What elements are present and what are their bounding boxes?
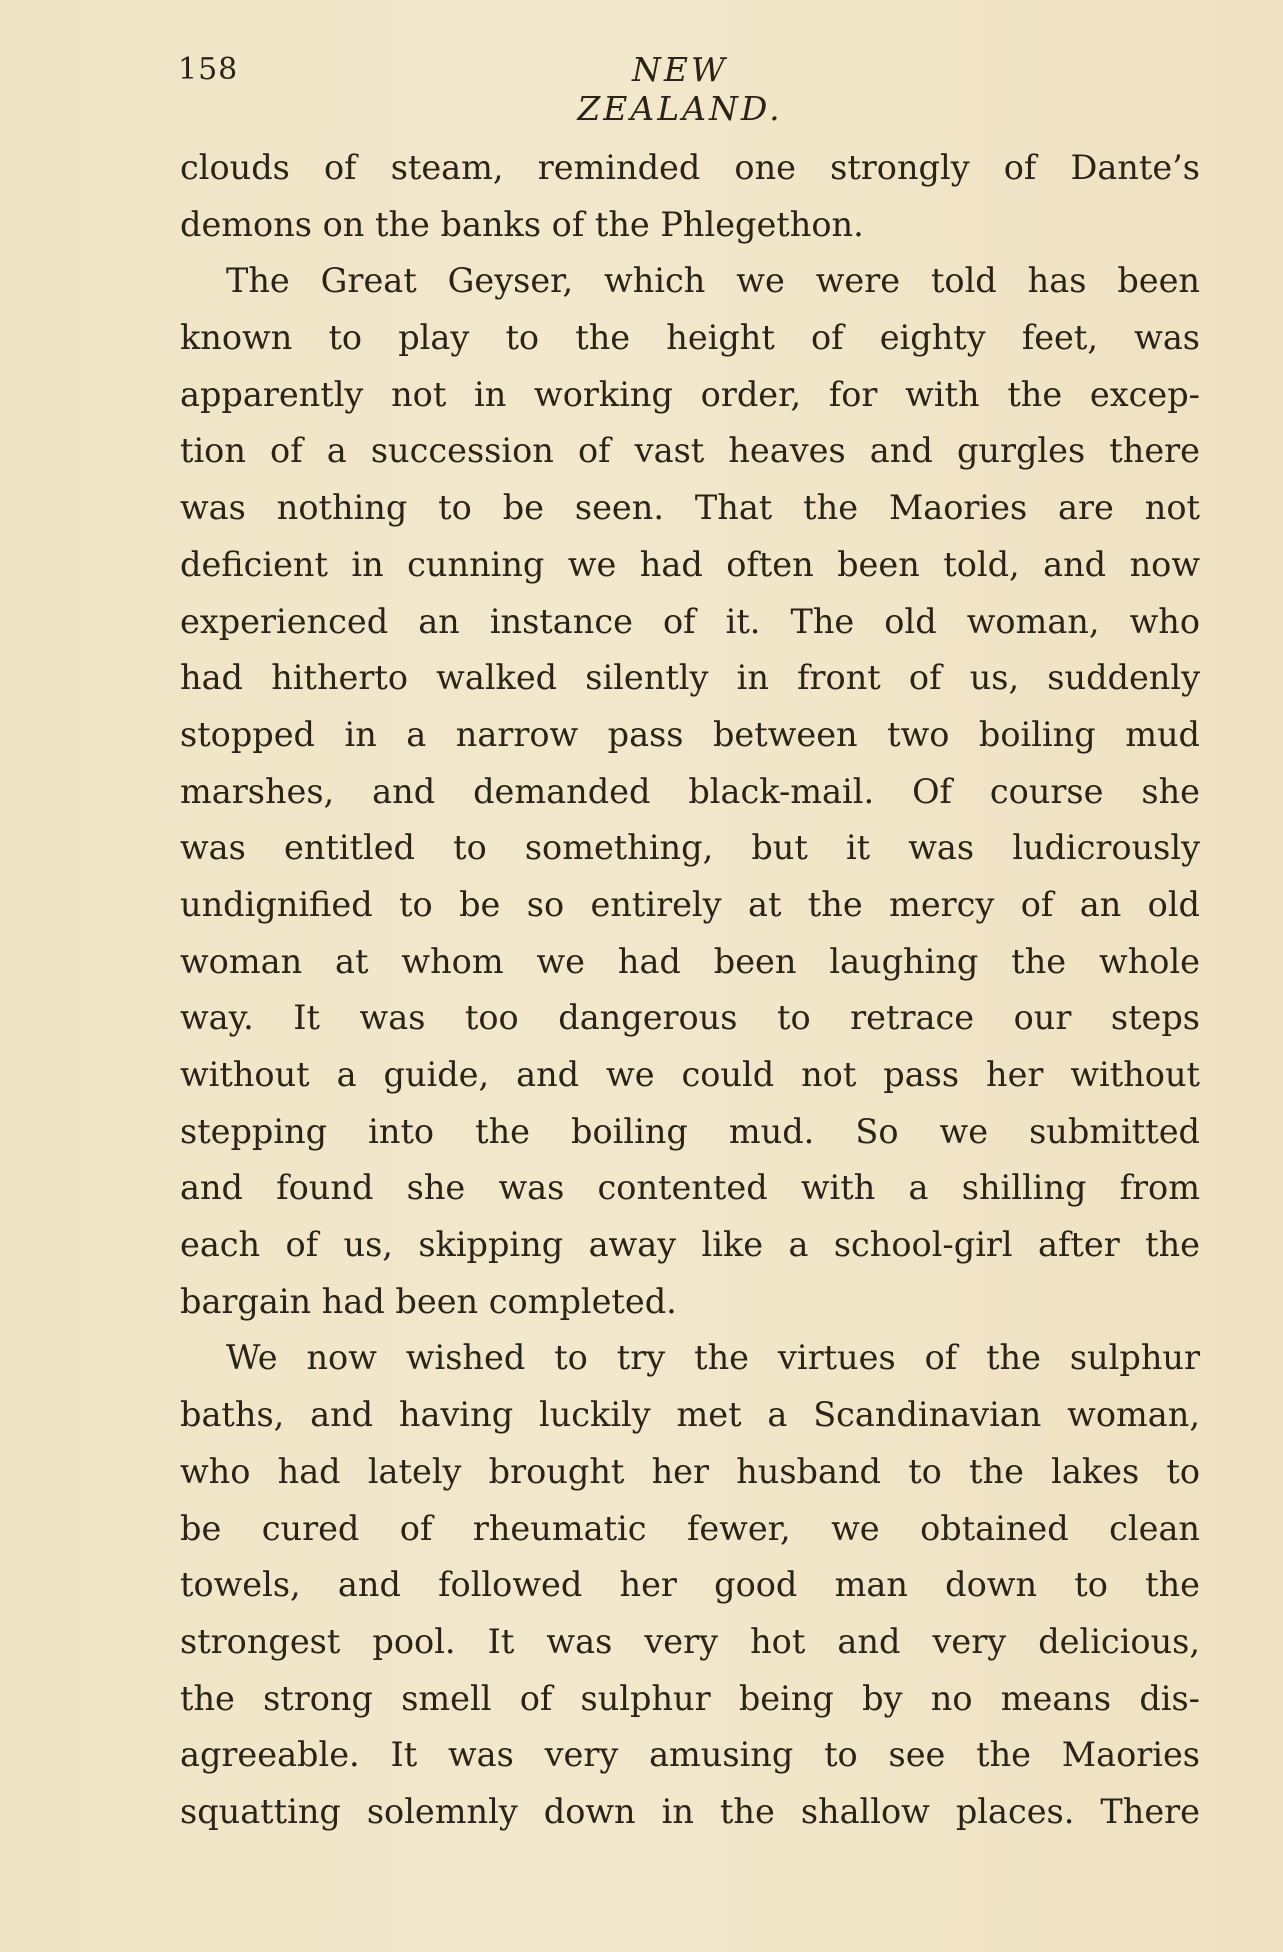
running-head: NEW ZEALAND. [577,50,783,128]
text-line: squatting solemnly down in the shallow places. There [180,1791,1200,1831]
text-line: each of us, skipping away like a school-girl after the [180,1225,1200,1265]
paragraph-first-line: The Great Geyser, which we were told has been [226,261,1200,301]
text-line: baths, and having luckily met a Scandinavian woman, [180,1395,1200,1435]
text-line: had hitherto walked silently in front of us, suddenly [180,658,1200,698]
text-line: stopped in a narrow pass between two boiling mud [180,714,1200,754]
page-header [170,46,1200,128]
text-line: experienced an instance of it. The old woman, who [180,601,1200,641]
text-line: demons on the banks of the Phlegethon. [180,204,864,244]
text-line: was entitled to something, but it was ludicrously [180,828,1200,868]
text-line: stepping into the boiling mud. So we submitted [180,1111,1200,1151]
text-line: known to play to the height of eighty feet, was [180,318,1200,358]
body-text [180,140,1200,1841]
text-line: was nothing to be seen. That the Maories are not [180,488,1200,528]
text-line: the strong smell of sulphur being by no means dis- [180,1678,1200,1718]
text-line: way. It was too dangerous to retrace our steps [180,998,1200,1038]
text-line: undignified to be so entirely at the mercy of an old [180,884,1200,924]
text-line: woman at whom we had been laughing the whole [180,941,1200,981]
text-line: and found she was contented with a shilling from [180,1168,1200,1208]
text-line: agreeable. It was very amusing to see the Maories [180,1735,1200,1775]
text-line: strongest pool. It was very hot and very delicious, [180,1621,1200,1661]
text-line: be cured of rheumatic fewer, we obtained clean [180,1508,1200,1548]
text-line: who had lately brought her husband to the lakes to [180,1451,1200,1491]
paragraph-first-line: We now wished to try the virtues of the sulphur [226,1338,1200,1378]
text-line: tion of a succession of vast heaves and gurgles there [180,431,1200,471]
text-line: bargain had been completed. [180,1281,677,1321]
text-line: without a guide, and we could not pass her without [180,1055,1200,1094]
page-number: 158 [178,52,239,87]
text-line: marshes, and demanded black-mail. Of course she [180,771,1200,811]
text-line: apparently not in working order, for with the excep- [180,374,1200,414]
text-line: deficient in cunning we had often been told, and now [180,544,1200,584]
text-line: clouds of steam, reminded one strongly of Dante’s [180,148,1200,187]
text-line: towels, and followed her good man down to the [180,1565,1200,1605]
